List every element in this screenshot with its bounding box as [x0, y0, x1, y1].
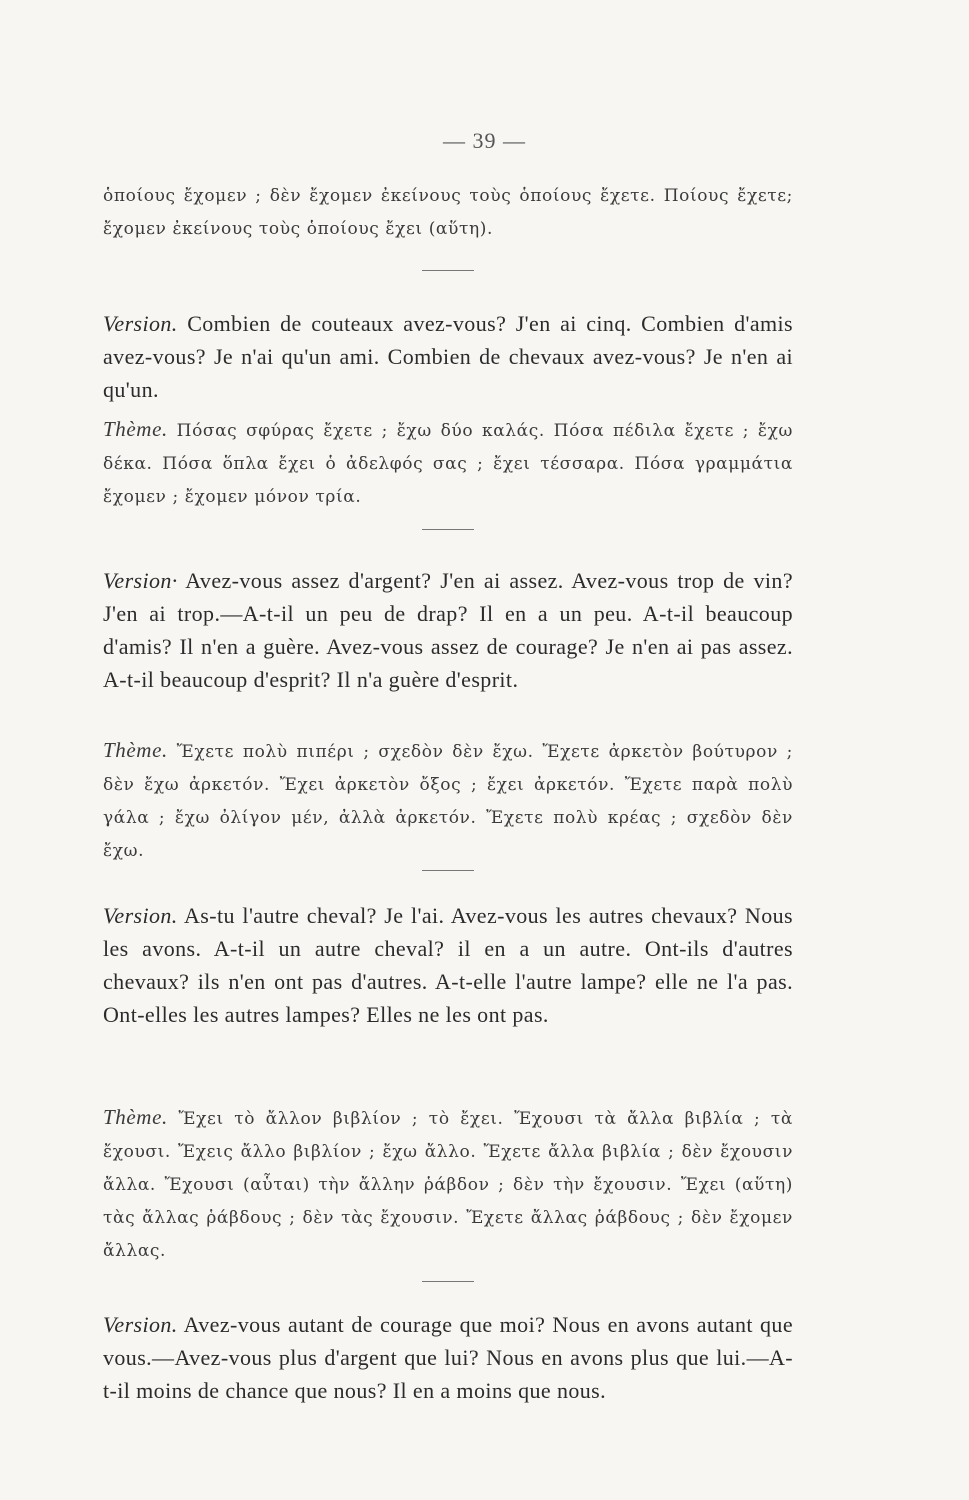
divider: [422, 1281, 474, 1282]
block-text: As-tu l'autre cheval? Je l'ai. Avez-vous les autres chevaux? Nous les avons. A-t-il un autre cheval? il en a un autre. Ont-ils d'autres chevaux? ils n'en ont pas d'autres. A-t-elle l'autre lampe? elle ne l'a pas. Ont-elles les autres lampes? Elles ne les ont pas.: [103, 903, 793, 1027]
version-1: [103, 307, 793, 407]
block-text: Ἔχει τὸ ἄλλον βιβλίον ; τὸ ἔχει. Ἔχουσι τὰ ἄλλα βιβλία ; τὰ ἔχουσι. Ἔχεις ἄλλο βιβλίον ; ἔχω ἄλλο. Ἔχετε ἄλλα βιβλία ; δὲν ἔχουσιν ἄλλα. Ἔχουσι (αὗται) τὴν ἄλλην ῥάβδον ; δὲν τὴν ἔχουσιν. Ἔχει (αὕτη) τὰς ἄλλας ῥάβδους ; δὲν τὰς ἔχουσιν. Ἔχετε ἄλλας ῥάβδους ; δὲν ἔχομεν ἄλλας.: [103, 1109, 793, 1261]
greek-continuation: [103, 180, 793, 266]
block-text: Avez-vous assez d'argent? J'en ai assez. Avez-vous trop de vin? J'en ai trop.—A-t-il un peu de drap? Il en a un peu. A-t-il beaucoup d'amis? Il n'en a guère. Avez-vous assez de courage? Je n'en ai pas assez. A-t-il beaucoup d'esprit? Il n'a guère d'esprit.: [103, 568, 793, 692]
block-label: Version.: [103, 1312, 178, 1337]
block-label: Thème.: [103, 738, 168, 762]
divider: [422, 529, 474, 530]
theme-3: [103, 1101, 793, 1261]
block-label: Thème.: [103, 417, 168, 441]
version-3: [103, 899, 793, 1099]
theme-1: [103, 413, 793, 513]
theme-2: [103, 734, 793, 866]
block-label: Version.: [103, 903, 178, 928]
version-2: [103, 564, 793, 728]
divider: [422, 870, 474, 871]
block-text: Combien de couteaux avez-vous? J'en ai cinq. Combien d'amis avez-vous? Je n'ai qu'un ami. Combien de chevaux avez-vous? Je n'en ai qu'un.: [103, 311, 793, 402]
block-text: Avez-vous autant de courage que moi? Nous en avons autant que vous.—Avez-vous plus d'argent que lui? Nous en avons plus que lui.—A-t-il moins de chance que nous? Il en a moins que nous.: [103, 1312, 793, 1403]
block-label: Version·: [103, 568, 178, 593]
block-label: Thème.: [103, 1105, 168, 1129]
page-body: [103, 180, 793, 1407]
version-4: [103, 1308, 793, 1407]
block-text: ὁποίους ἔχομεν ; δὲν ἔχομεν ἐκείνους τοὺς ὁποίους ἔχετε. Ποίους ἔχετε; ἔχομεν ἐκείνους τοὺς ὁποίους ἔχει (αὕτη).: [103, 186, 793, 239]
page-number: — 39 —: [443, 128, 526, 153]
block-text: Πόσας σφύρας ἔχετε ; ἔχω δύο καλάς. Πόσα πέδιλα ἔχετε ; ἔχω δέκα. Πόσα ὅπλα ἔχει ὁ ἀδελφός σας ; ἔχει τέσσαρα. Πόσα γραμμάτια ἔχομεν ; ἔχομεν μόνον τρία.: [103, 421, 793, 507]
divider: [422, 270, 474, 271]
block-label: Version.: [103, 311, 178, 336]
block-text: Ἔχετε πολὺ πιπέρι ; σχεδὸν δὲν ἔχω. Ἔχετε ἀρκετὸν βούτυρον ; δὲν ἔχω ἀρκετόν. Ἔχει ἀρκετὸν ὄξος ; ἔχει ἀρκετόν. Ἔχετε παρὰ πολὺ γάλα ; ἔχω ὀλίγον μέν, ἀλλὰ ἀρκετόν. Ἔχετε πολὺ κρέας ; σχεδὸν δὲν ἔχω.: [103, 742, 793, 861]
